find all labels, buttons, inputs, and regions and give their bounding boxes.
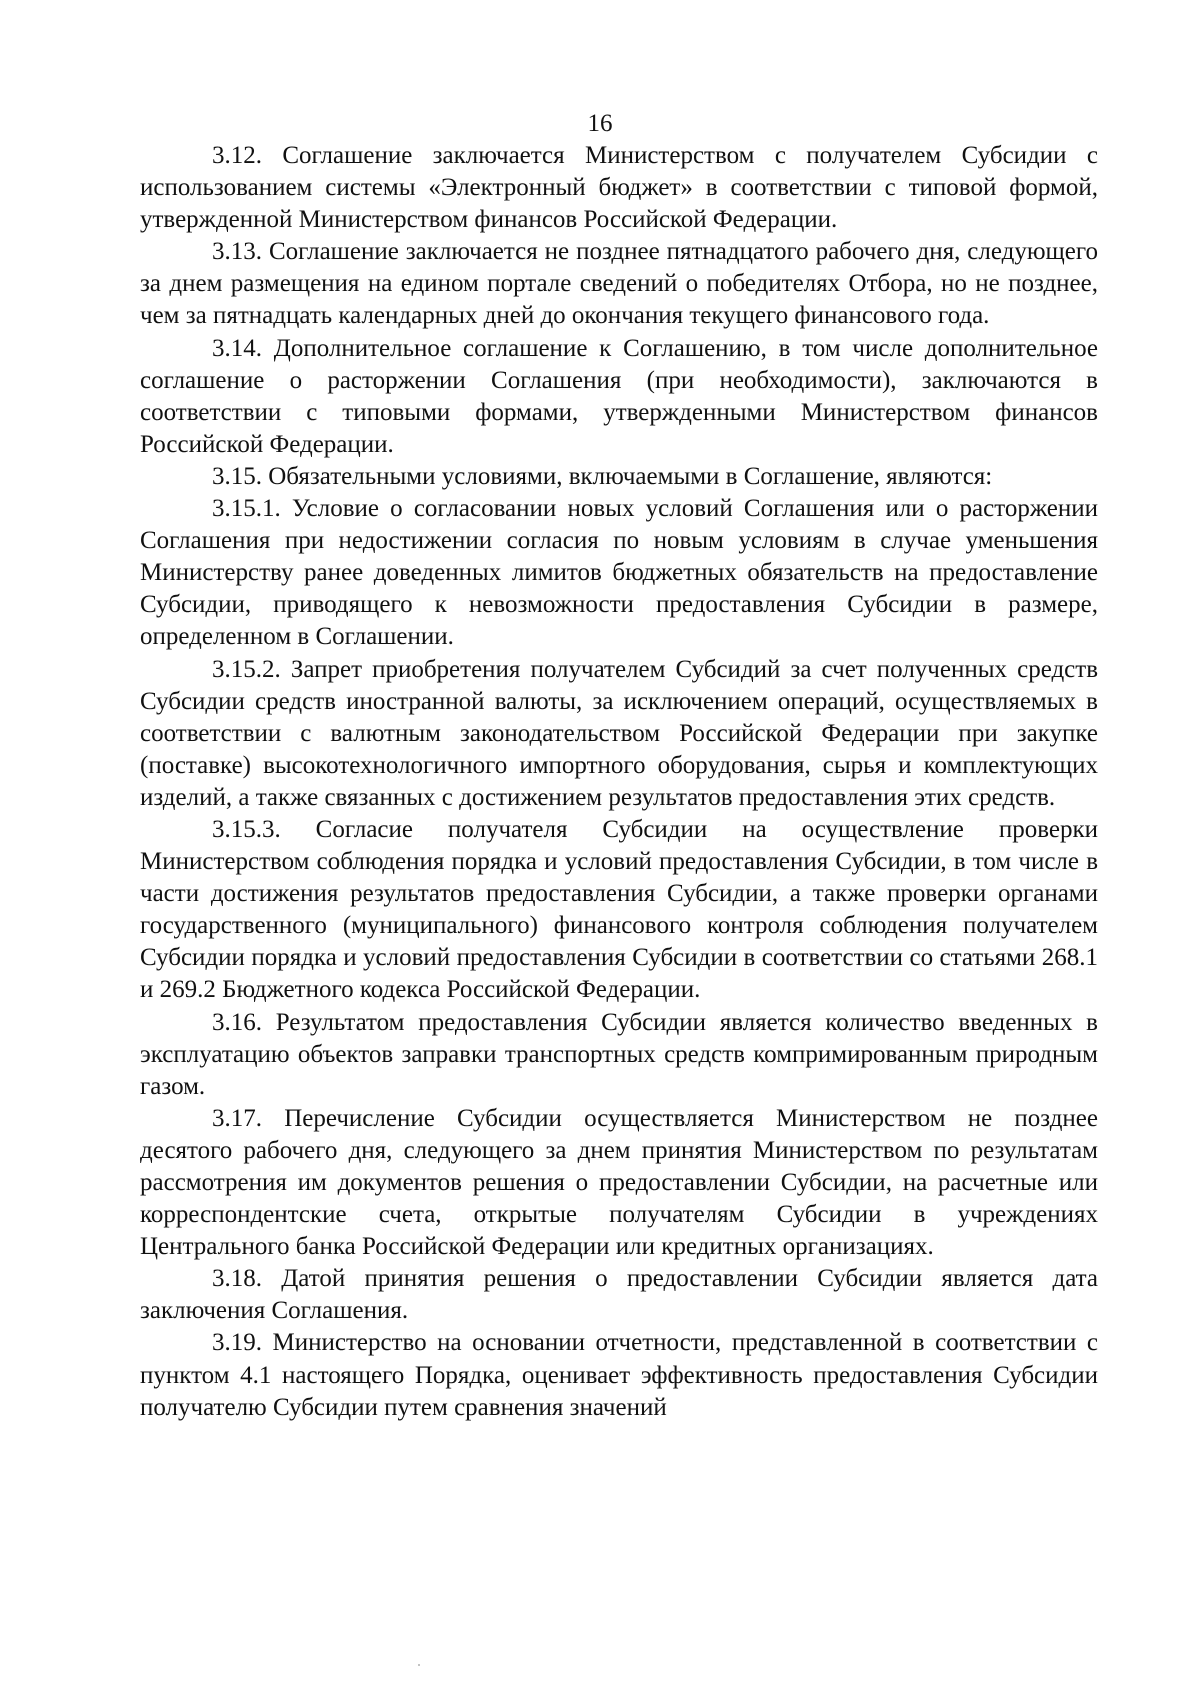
page-number: 16: [587, 110, 613, 137]
paragraph-3-15-2: 3.15.2. Запрет приобретения получателем Субсидий за счет полученных средств Субсидии средств иностранной валюты, за исключением операций, осуществляемых в соответствии с валютным законодательством Российской Федерации при закупке (поставке) высокотехнологичного импортного оборудования, сырья и комплектующих изделий, а также связанных с достижением результатов предоставления этих средств.: [140, 655, 1098, 811]
paragraph-3-12: 3.12. Соглашение заключается Министерством с получателем Субсидии с использованием системы «Электронный бюджет» в соответствии с типовой формой, утвержденной Министерством финансов Российской Федерации.: [140, 142, 1098, 234]
scan-artifact-dot: [418, 1664, 420, 1666]
paragraph-3-15-1: 3.15.1. Условие о согласовании новых условий Соглашения или о расторжении Соглашения при недостижении согласия по новым условиям в случае уменьшения Министерству ранее доведенных лимитов бюджетных обязательств на предоставление Субсидии, приводящего к невозможности предоставления Субсидии в размере, определенном в Соглашении.: [140, 495, 1098, 651]
paragraph-3-19: 3.19. Министерство на основании отчетности, представленной в соответствии с пунктом 4.1 настоящего Порядка, оценивает эффективность предоставления Субсидии получателю Субсидии путем сравнения значений: [140, 1329, 1098, 1421]
paragraph-3-18: 3.18. Датой принятия решения о предоставлении Субсидии является дата заключения Соглашения.: [140, 1265, 1098, 1325]
paragraph-3-15: 3.15. Обязательными условиями, включаемыми в Соглашение, являются:: [212, 462, 993, 490]
paragraph-3-14: 3.14. Дополнительное соглашение к Соглашению, в том числе дополнительное соглашение о расторжении Соглашения (при необходимости), заключаются в соответствии с типовыми формами, утвержденными Министерством финансов Российской Федерации.: [140, 334, 1098, 458]
paragraph-3-13: 3.13. Соглашение заключается не позднее пятнадцатого рабочего дня, следующего за днем размещения на едином портале сведений о победителях Отбора, но не позднее, чем за пятнадцать календарных дней до окончания текущего финансового года.: [140, 238, 1098, 330]
paragraph-3-17: 3.17. Перечисление Субсидии осуществляется Министерством не позднее десятого рабочего дня, следующего за днем принятия Министерством по результатам рассмотрения им документов решения о предоставлении Субсидии, на расчетные или корреспондентские счета, открытые получателям Субсидии в учреждениях Центрального банка Российской Федерации или кредитных организациях.: [140, 1104, 1098, 1261]
document-body: [140, 140, 1098, 1424]
paragraph-3-15-3: 3.15.3. Согласие получателя Субсидии на осуществление проверки Министерством соблюдения порядка и условий предоставления Субсидии, в том числе в части достижения результатов предоставления Субсидии, а также проверки органами государственного (муниципального) финансового контроля соблюдения получателем Субсидии порядка и условий предоставления Субсидии в соответствии со статьями 268.1 и 269.2 Бюджетного кодекса Российской Федерации.: [140, 815, 1098, 1004]
paragraph-3-16: 3.16. Результатом предоставления Субсидии является количество введенных в эксплуатацию объектов заправки транспортных средств компримированным природным газом.: [140, 1008, 1098, 1100]
